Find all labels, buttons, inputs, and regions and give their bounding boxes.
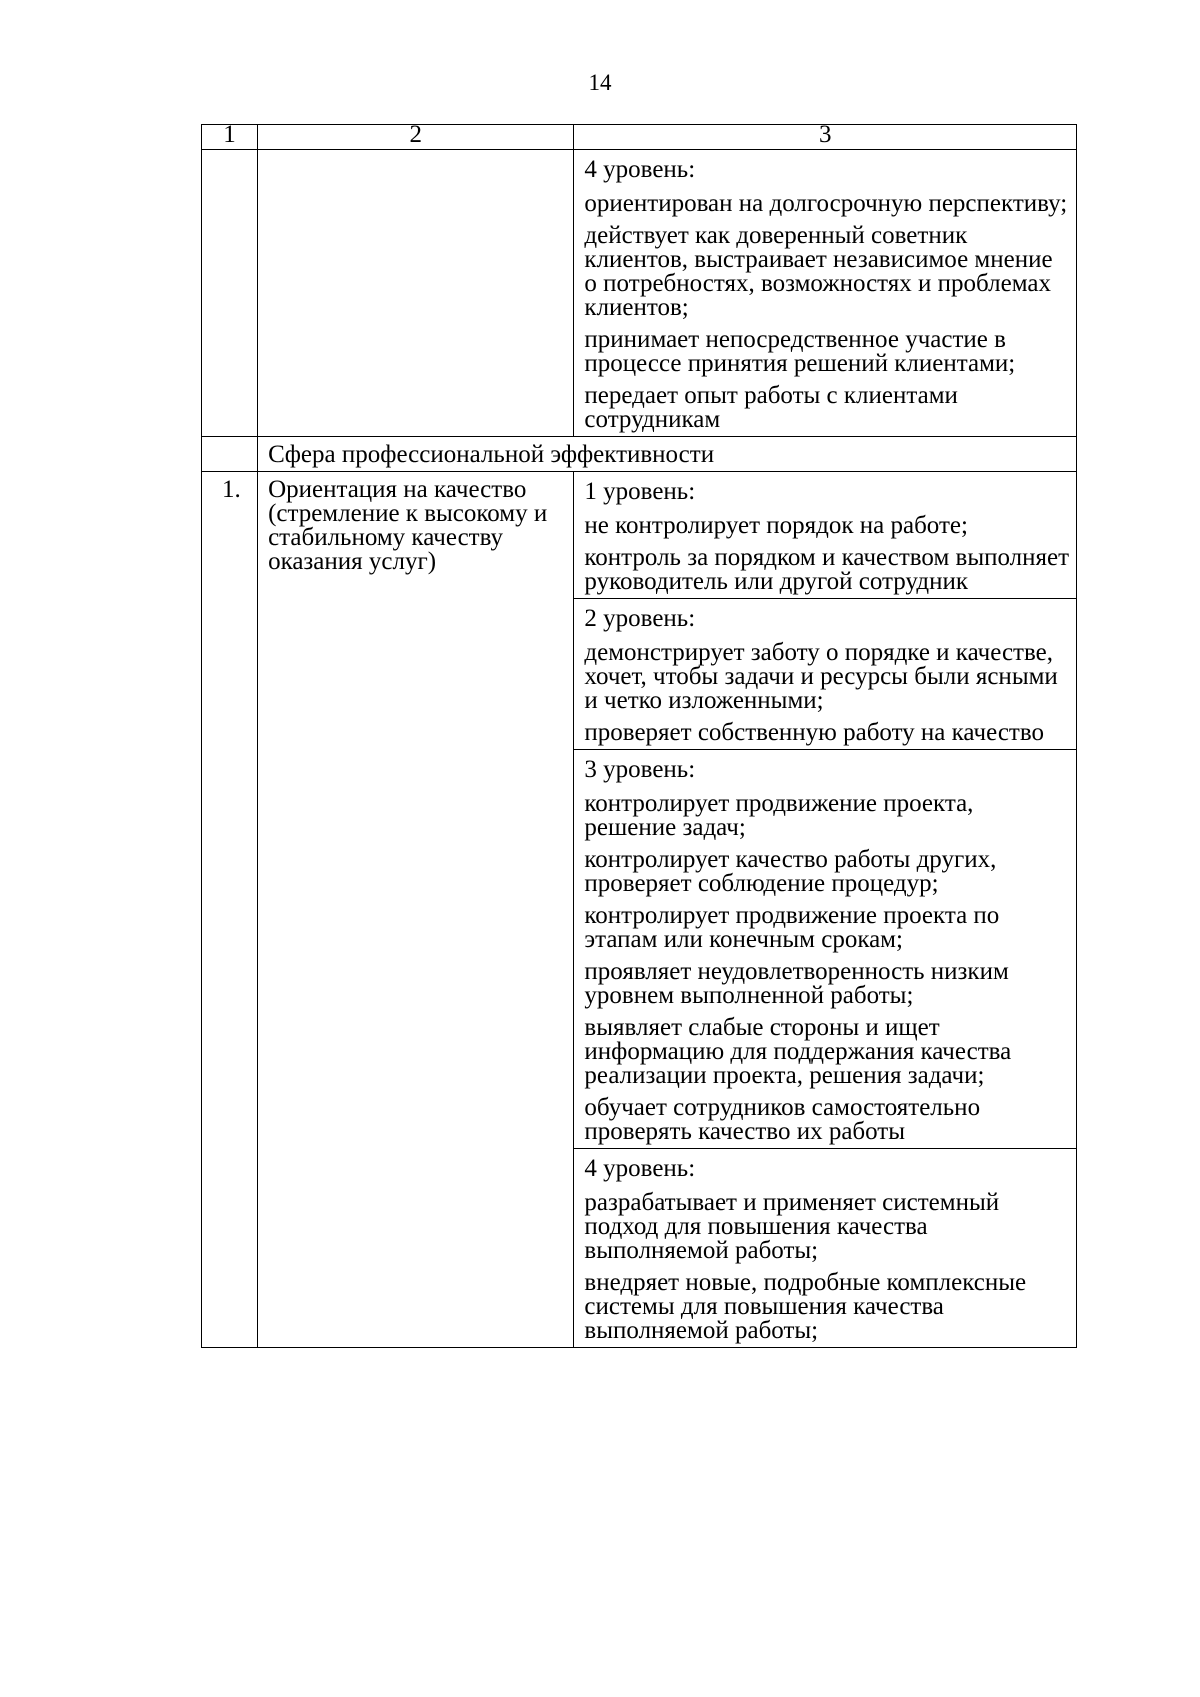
level-item: проверяет собственную работу на качество <box>584 719 1044 746</box>
continued-criterion-cell <box>258 150 574 437</box>
level-3-cell <box>574 750 1077 1149</box>
continued-row <box>202 150 1077 437</box>
section-num-cell <box>202 437 258 472</box>
header-col-2: 2 <box>258 125 574 150</box>
level-item: действует как доверенный советник клиентов, выстраивает независимое мнение о потребностях, возможностях и проблемах клиентов; <box>584 222 1053 321</box>
level-title: 4 уровень: <box>584 156 696 183</box>
level-item: контролирует продвижение проекта, решение задач; <box>584 790 974 841</box>
level-item: не контролирует порядок на работе; <box>584 512 968 539</box>
criterion-cell: Ориентация на качество (стремление к высокому и стабильному качеству оказания услуг) <box>258 472 574 1348</box>
continued-level-cell <box>574 150 1077 437</box>
level-1-cell <box>574 472 1077 599</box>
level-item: обучает сотрудников самостоятельно проверять качество их работы <box>584 1094 981 1145</box>
row-number: 1. <box>202 472 258 1348</box>
level-item: ориентирован на долгосрочную перспективу; <box>584 190 1068 217</box>
level-item: контролирует продвижение проекта по этапам или конечным срокам; <box>584 902 1000 953</box>
level-item: разрабатывает и применяет системный подход для повышения качества выполняемой работы; <box>584 1189 1000 1264</box>
level-item: внедряет новые, подробные комплексные системы для повышения качества выполняемой работы; <box>584 1269 1027 1344</box>
level-title: 4 уровень: <box>584 1155 696 1182</box>
section-title: Сфера профессиональной эффективности <box>258 437 1077 472</box>
level-4-cell <box>574 1149 1077 1348</box>
level-item: контролирует качество работы других, проверяет соблюдение процедур; <box>584 846 997 897</box>
competency-table <box>201 121 1077 1348</box>
header-col-3: 3 <box>574 125 1077 150</box>
level-item: контроль за порядком и качеством выполняет руководитель или другой сотрудник <box>584 544 1070 595</box>
table-header-row <box>202 125 1077 150</box>
level-title: 2 уровень: <box>584 605 696 632</box>
header-col-1: 1 <box>202 125 258 150</box>
table-row <box>202 472 1077 599</box>
level-item: демонстрирует заботу о порядке и качестве, хочет, чтобы задачи и ресурсы были ясными и четко изложенными; <box>584 639 1058 714</box>
level-item: принимает непосредственное участие в процессе принятия решений клиентами; <box>584 326 1016 377</box>
section-row <box>202 437 1077 472</box>
page-number: 14 <box>588 70 612 95</box>
level-2-cell <box>574 599 1077 750</box>
level-title: 3 уровень: <box>584 756 696 783</box>
level-item: проявляет неудовлетворенность низким уровнем выполненной работы; <box>584 958 1009 1009</box>
continued-num-cell <box>202 150 258 437</box>
level-item: передает опыт работы с клиентами сотрудникам <box>584 382 958 433</box>
level-title: 1 уровень: <box>584 478 696 505</box>
level-item: выявляет слабые стороны и ищет информацию для поддержания качества реализации проекта, решения задачи; <box>584 1014 1012 1089</box>
